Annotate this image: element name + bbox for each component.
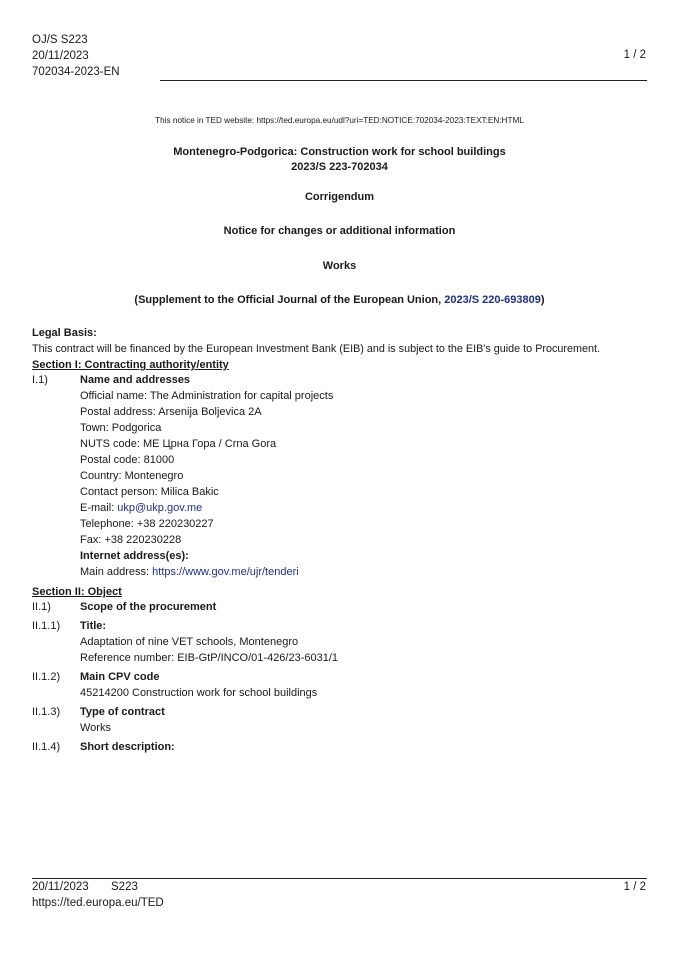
- legal-basis-text: This contract will be financed by the European Investment Bank (EIB) and is subject to the EIB's guide to Procurement.: [32, 343, 600, 355]
- cpv-code: 45214200 Construction work for school buildings: [80, 687, 318, 699]
- country: Country: Montenegro: [80, 470, 184, 482]
- header-rule: [160, 80, 647, 81]
- telephone: Telephone: +38 220230227: [80, 518, 214, 530]
- contract-type-heading: Works: [322, 260, 357, 272]
- section-1-1-title: Name and addresses: [80, 374, 191, 386]
- email-line: [80, 502, 202, 514]
- nuts-code: NUTS code: ME Црна Гора / Crna Gora: [80, 438, 277, 450]
- notice-url-line: This notice in TED website: https://ted.europa.eu/udl?uri=TED:NOTICE:702034-2023:TEXT:EN:HTML: [155, 116, 524, 125]
- section-2-1-title: Scope of the procurement: [80, 601, 217, 613]
- notice-type: Notice for changes or additional information: [223, 225, 456, 237]
- postal-code: Postal code: 81000: [80, 454, 175, 466]
- supplement-reference-link[interactable]: 2023/S 220-693809: [444, 294, 541, 306]
- supplement-prefix: (Supplement to the Official Journal of the European Union,: [134, 294, 445, 306]
- section-2-1-1-number: II.1.1): [32, 620, 61, 632]
- supplement-line: [0, 293, 679, 307]
- reference-number: Reference number: EIB-GtP/INCO/01-426/23-6031/1: [80, 652, 339, 664]
- official-name: Official name: The Administration for capital projects: [80, 390, 334, 402]
- contact-person: Contact person: Milica Bakic: [80, 486, 219, 498]
- section-2-1-3-title: Type of contract: [80, 706, 165, 718]
- footer-date: 20/11/2023: [32, 881, 89, 893]
- section-2-1-3-number: II.1.3): [32, 706, 61, 718]
- section-1-1-number: I.1): [32, 374, 48, 386]
- notice-title: Montenegro-Podgorica: Construction work for school buildings: [173, 146, 506, 158]
- main-address-link[interactable]: https://www.gov.me/ujr/tenderi: [152, 566, 299, 578]
- main-address-label: Main address:: [80, 566, 153, 578]
- header-oj: OJ/S S223: [32, 34, 88, 46]
- section-2-1-1-title: Title:: [80, 620, 107, 632]
- section-2-1-2-number: II.1.2): [32, 671, 61, 683]
- section-2-1-4-number: II.1.4): [32, 741, 61, 753]
- section-2-1-2-title: Main CPV code: [80, 671, 160, 683]
- footer-series: S223: [111, 881, 138, 893]
- section-2-1-4-title: Short description:: [80, 741, 175, 753]
- header-doc-id: 702034-2023-EN: [32, 66, 120, 78]
- town: Town: Podgorica: [80, 422, 162, 434]
- email-link[interactable]: ukp@ukp.gov.me: [117, 502, 203, 514]
- header-page-number: 1 / 2: [623, 49, 646, 61]
- section-2-heading: Section II: Object: [32, 586, 122, 598]
- section-1-heading: Section I: Contracting authority/entity: [32, 359, 229, 371]
- contract-type-value: Works: [80, 722, 111, 734]
- postal-address: Postal address: Arsenija Boljevica 2A: [80, 406, 262, 418]
- legal-basis-heading: Legal Basis:: [32, 327, 97, 339]
- footer-page-number: 1 / 2: [623, 881, 646, 893]
- notice-number: 2023/S 223-702034: [291, 161, 388, 173]
- supplement-suffix: ): [540, 294, 545, 306]
- corrigendum-label: Corrigendum: [304, 191, 375, 203]
- footer-url[interactable]: https://ted.europa.eu/TED: [32, 897, 164, 909]
- internet-address-heading: Internet address(es):: [80, 550, 189, 562]
- footer-rule: [32, 878, 647, 879]
- contract-title: Adaptation of nine VET schools, Montenegro: [80, 636, 299, 648]
- header-date: 20/11/2023: [32, 50, 89, 62]
- section-2-1-number: II.1): [32, 601, 51, 613]
- main-address-line: [80, 566, 299, 578]
- fax: Fax: +38 220230228: [80, 534, 182, 546]
- email-label: E-mail:: [80, 502, 118, 514]
